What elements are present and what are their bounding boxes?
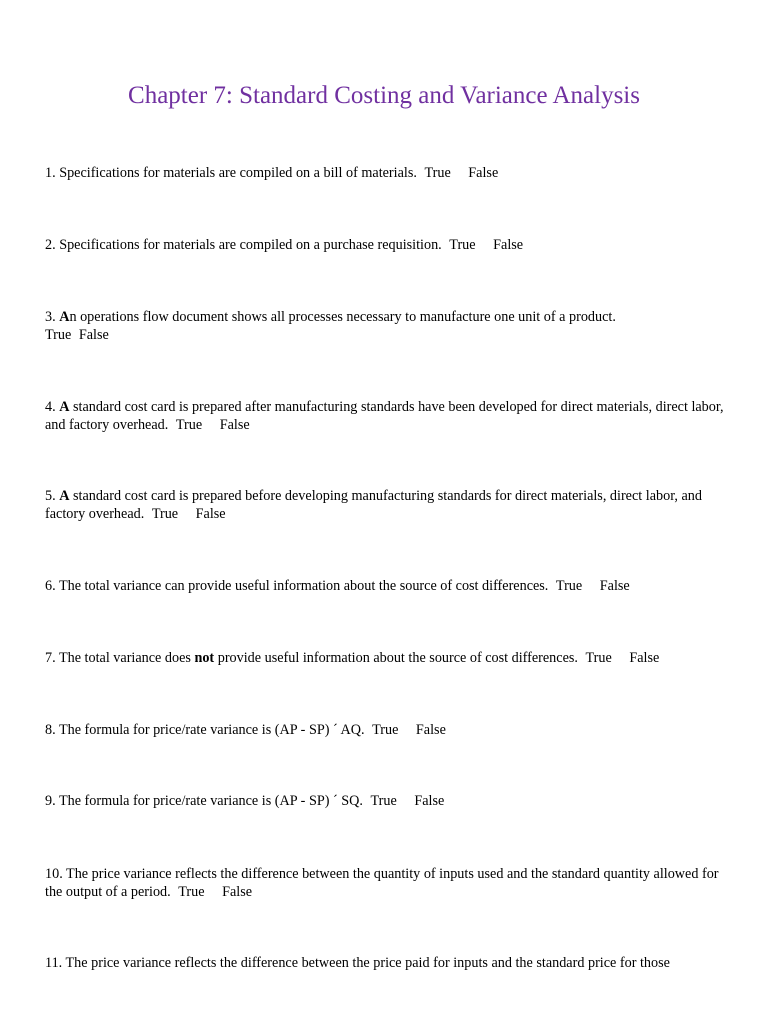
question-lead-letter: A — [59, 488, 70, 504]
answer-true: True — [151, 506, 179, 522]
question-number: 9. — [45, 793, 56, 809]
question-text: The price variance reflects the difference between the price paid for inputs and the standard price for those — [65, 955, 670, 971]
question-text: n operations flow document shows all processes necessary to manufacture one unit of a product. — [69, 309, 616, 325]
question-text: The formula for price/rate variance is (AP - SP) ´ AQ. — [58, 722, 365, 738]
question-number: 4. — [45, 399, 56, 415]
question-text: standard cost card is prepared before developing manufacturing standards for direct materials, direct labor, and factory overhead. — [45, 488, 702, 522]
answer-true: True — [370, 793, 397, 809]
question-8 — [45, 721, 735, 739]
answer-false: False — [629, 650, 660, 666]
answer-false: False — [468, 165, 499, 181]
question-4 — [45, 398, 735, 434]
question-text-after: provide useful information about the source of cost differences. — [214, 650, 578, 666]
question-5 — [45, 487, 735, 523]
question-lead-letter: A — [59, 399, 70, 415]
answer-true: True — [372, 722, 399, 738]
question-text: The formula for price/rate variance is (AP - SP) ´ SQ. — [58, 793, 363, 809]
question-text: Specifications for materials are compiled on a purchase requisition. — [59, 237, 442, 253]
question-6 — [45, 577, 735, 595]
question-10 — [45, 865, 735, 901]
answer-false: False — [599, 578, 630, 594]
answer-true: True — [449, 237, 476, 253]
question-text: The total variance can provide useful information about the source of cost differences. — [58, 578, 549, 594]
answer-true: True — [178, 884, 205, 900]
answer-false: False — [195, 506, 226, 522]
question-lead-letter: A — [59, 309, 70, 325]
answer-false: False — [493, 237, 524, 253]
chapter-title: Chapter 7: Standard Costing and Variance Analysis — [128, 82, 640, 109]
question-number: 2. — [45, 237, 56, 253]
answer-false: False — [219, 417, 250, 433]
answer-true: True — [585, 650, 612, 666]
answer-true: True — [555, 578, 583, 594]
question-text: Specifications for materials are compiled on a bill of materials. — [59, 165, 417, 181]
answer-true: True — [45, 327, 72, 343]
question-number: 7. — [45, 650, 56, 666]
question-text: standard cost card is prepared after manufacturing standards have been developed for direct materials, direct labor, and factory overhead. — [45, 399, 724, 433]
question-2 — [45, 236, 735, 254]
question-7 — [45, 649, 735, 667]
answer-false: False — [78, 327, 109, 343]
question-1 — [45, 164, 735, 182]
answer-false: False — [222, 884, 253, 900]
question-number: 11. — [45, 955, 63, 971]
question-number: 1. — [45, 165, 56, 181]
answer-true: True — [175, 417, 203, 433]
question-3 — [45, 308, 735, 344]
question-text: The price variance reflects the difference between the quantity of inputs used and the standard quantity allowed for the output of a period. — [45, 866, 719, 900]
answer-false: False — [414, 793, 445, 809]
answer-true: True — [424, 165, 451, 181]
question-number: 6. — [45, 578, 56, 594]
question-number: 3. — [45, 309, 56, 325]
question-number: 5. — [45, 488, 56, 504]
question-text-before: The total variance does — [58, 650, 195, 666]
answer-false: False — [415, 722, 446, 738]
question-number: 8. — [45, 722, 56, 738]
question-11 — [45, 954, 735, 972]
question-emphasis: not — [194, 650, 215, 666]
question-number: 10. — [45, 866, 63, 882]
question-9 — [45, 792, 735, 810]
